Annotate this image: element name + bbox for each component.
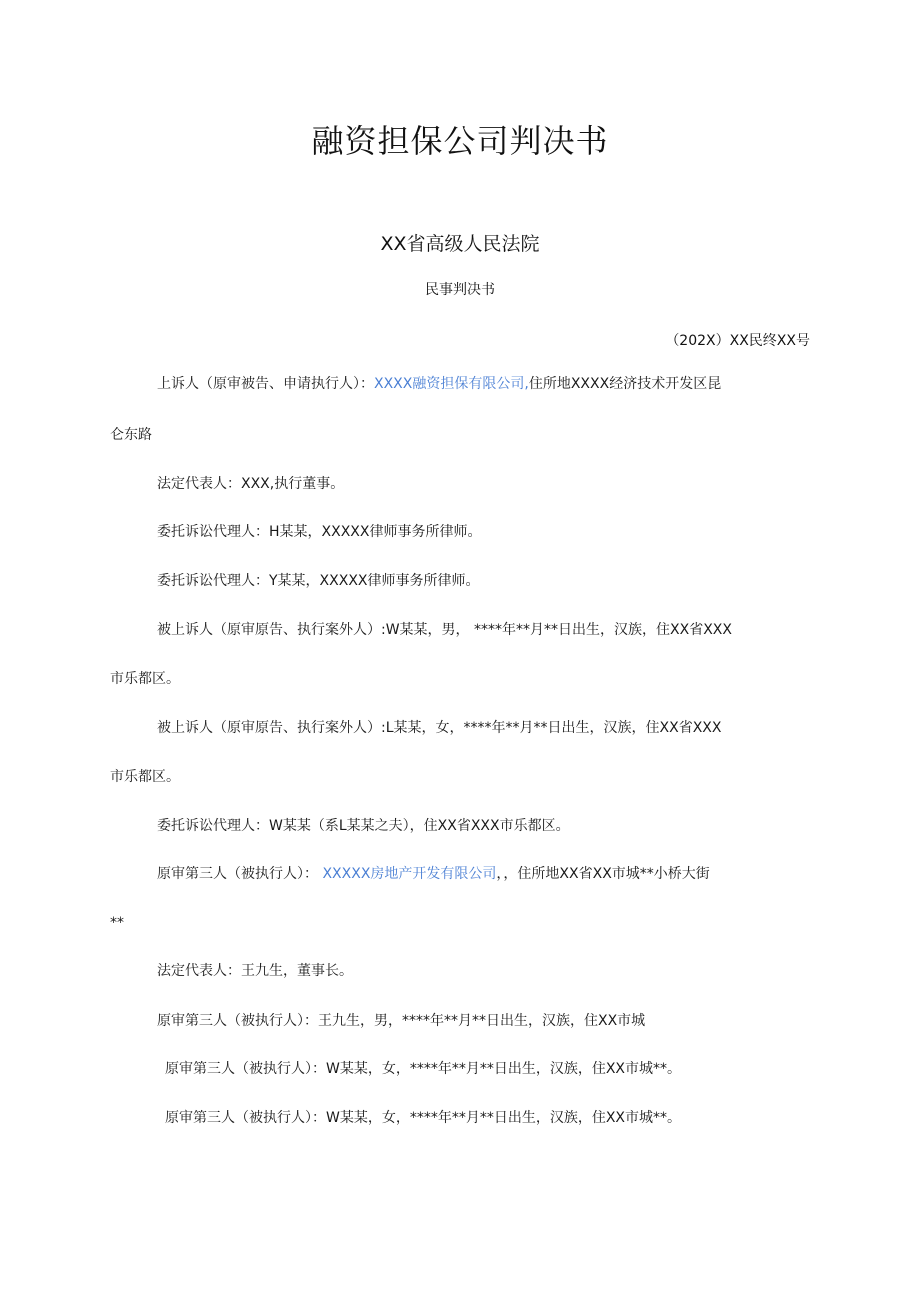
- appellant-address: 住所地XXXX经济技术开发区昆: [528, 376, 722, 392]
- third-party-line: [157, 864, 710, 884]
- third-party-3: 原审第三人（被执行人）：W某某，女，****年**月**日出生，汉族，住XX市城**。: [165, 1061, 682, 1077]
- litigation-agent-2: 委托诉讼代理人：Y某某，XXXXX律师事务所律师。: [157, 573, 480, 589]
- appellee-2: 被上诉人（原审原告、执行案外人）:L某某，女，****年**月**日出生，汉族，住XX省XXX: [157, 720, 722, 736]
- litigation-agent-1: 委托诉讼代理人：H某某，XXXXX律师事务所律师。: [157, 524, 482, 540]
- appellant-address-cont: 仑东路: [110, 427, 152, 443]
- third-party-4: 原审第三人（被执行人）：W某某，女，****年**月**日出生，汉族，住XX市城**。: [165, 1110, 682, 1126]
- third-party-2: 原审第三人（被执行人）：王九生，男，****年**月**日出生，汉族，住XX市城: [157, 1013, 646, 1029]
- appellee-1-cont: 市乐都区。: [110, 671, 180, 687]
- document-type: 民事判决书: [425, 282, 495, 298]
- appellant-label: 上诉人（原审被告、申请执行人）：: [157, 376, 374, 392]
- litigation-agent-3: 委托诉讼代理人：W某某（系L某某之夫），住XX省XXX市乐都区。: [157, 818, 570, 834]
- third-party-address: ，，住所地XX省XX市城**小桥大街: [496, 866, 710, 882]
- legal-representative-1: 法定代表人：XXX,执行董事。: [157, 476, 345, 492]
- third-party-address-cont: **: [110, 915, 124, 931]
- appellant-line: [157, 374, 721, 394]
- document-title: 融资担保公司判决书: [311, 122, 609, 160]
- appellee-1: 被上诉人（原审原告、执行案外人）:W某某，男， ****年**月**日出生，汉族，住XX省XXX: [157, 622, 732, 638]
- third-party-company-link[interactable]: XXXXX房地产开发有限公司: [322, 866, 497, 882]
- third-party-label: 原审第三人（被执行人）：: [157, 866, 323, 882]
- court-name: XX省高级人民法院: [380, 233, 540, 255]
- appellee-2-cont: 市乐都区。: [110, 769, 180, 785]
- appellant-company-link[interactable]: XXXX融资担保有限公司,: [374, 376, 529, 392]
- legal-representative-2: 法定代表人：王九生，董事长。: [157, 963, 353, 979]
- case-number: （202X）XX民终XX号: [665, 333, 810, 349]
